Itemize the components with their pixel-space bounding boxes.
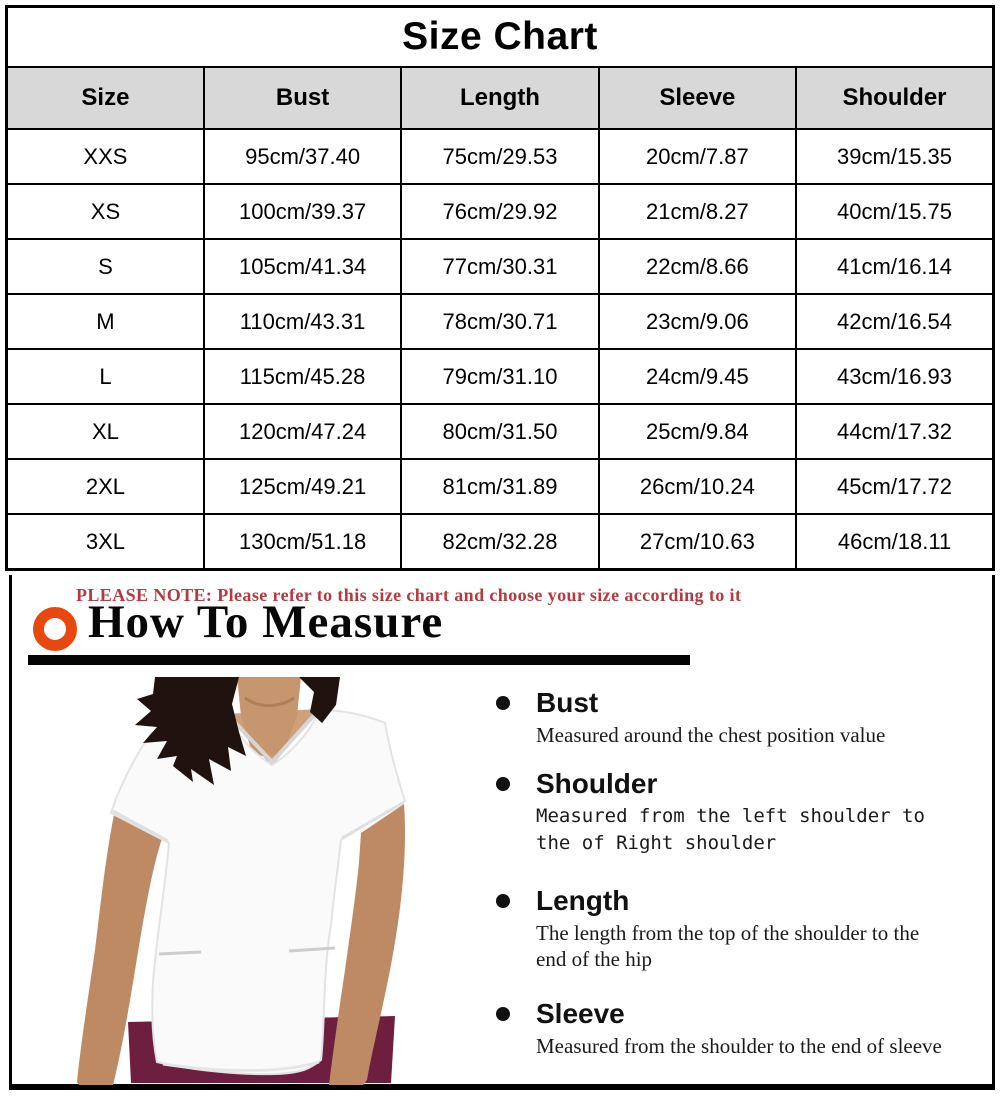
measure-label: Sleeve <box>536 998 625 1029</box>
table-cell-shoulder: 44cm/17.32 <box>796 404 993 459</box>
table-cell-length: 81cm/31.89 <box>401 459 598 514</box>
table-cell-bust: 95cm/37.40 <box>204 129 401 184</box>
table-cell-size: XXS <box>7 129 204 184</box>
table-cell-length: 82cm/32.28 <box>401 514 598 570</box>
table-cell-length: 80cm/31.50 <box>401 404 598 459</box>
table-cell-length: 76cm/29.92 <box>401 184 598 239</box>
how-to-measure-section <box>9 575 995 1090</box>
table-cell-bust: 100cm/39.37 <box>204 184 401 239</box>
table-cell-sleeve: 27cm/10.63 <box>599 514 796 570</box>
table-cell-bust: 105cm/41.34 <box>204 239 401 294</box>
measure-description: Measured from the left shoulder to the of Right shoulder <box>536 805 925 854</box>
column-header-size: Size <box>7 67 204 129</box>
table-cell-shoulder: 42cm/16.54 <box>796 294 993 349</box>
table-cell-shoulder: 39cm/15.35 <box>796 129 993 184</box>
measure-list <box>494 687 946 1059</box>
table-cell-sleeve: 23cm/9.06 <box>599 294 796 349</box>
measure-item-shoulder <box>494 768 946 857</box>
table-cell-length: 79cm/31.10 <box>401 349 598 404</box>
measure-description: The length from the top of the shoulder to the end of the hip <box>536 921 920 971</box>
size-note: PLEASE NOTE: Please refer to this size chart and choose your size according to it <box>76 585 742 605</box>
bullet-icon <box>496 894 510 908</box>
column-header-shoulder: Shoulder <box>796 67 993 129</box>
table-row <box>7 514 994 570</box>
bullet-icon <box>496 1007 510 1021</box>
model-photo <box>73 670 483 1085</box>
heading-underline <box>28 655 690 665</box>
table-cell-shoulder: 40cm/15.75 <box>796 184 993 239</box>
measure-item-bust <box>494 687 946 748</box>
table-row <box>7 239 994 294</box>
table-row <box>7 294 994 349</box>
column-header-sleeve: Sleeve <box>599 67 796 129</box>
table-cell-shoulder: 43cm/16.93 <box>796 349 993 404</box>
measure-description: Measured around the chest position value <box>536 723 886 747</box>
measure-item-sleeve <box>494 998 946 1059</box>
table-cell-bust: 130cm/51.18 <box>204 514 401 570</box>
column-header-length: Length <box>401 67 598 129</box>
column-header-bust: Bust <box>204 67 401 129</box>
table-cell-sleeve: 20cm/7.87 <box>599 129 796 184</box>
bullet-icon <box>496 777 510 791</box>
table-cell-bust: 125cm/49.21 <box>204 459 401 514</box>
table-row <box>7 459 994 514</box>
table-row <box>7 349 994 404</box>
table-cell-shoulder: 41cm/16.14 <box>796 239 993 294</box>
table-cell-sleeve: 25cm/9.84 <box>599 404 796 459</box>
measure-description: Measured from the shoulder to the end of sleeve <box>536 1034 942 1058</box>
table-cell-size: L <box>7 349 204 404</box>
table-cell-shoulder: 46cm/18.11 <box>796 514 993 570</box>
table-cell-size: XL <box>7 404 204 459</box>
table-cell-shoulder: 45cm/17.72 <box>796 459 993 514</box>
page-title: Size Chart <box>7 7 994 68</box>
measure-label: Shoulder <box>536 768 658 799</box>
measure-label: Length <box>536 885 630 916</box>
table-cell-size: XS <box>7 184 204 239</box>
table-cell-bust: 115cm/45.28 <box>204 349 401 404</box>
table-cell-size: M <box>7 294 204 349</box>
header-row <box>7 67 994 129</box>
table-cell-length: 75cm/29.53 <box>401 129 598 184</box>
table-cell-bust: 120cm/47.24 <box>204 404 401 459</box>
pocket-line-left <box>159 952 201 954</box>
table-cell-size: S <box>7 239 204 294</box>
table-cell-sleeve: 24cm/9.45 <box>599 349 796 404</box>
how-to-measure-heading: How To Measure <box>88 596 444 648</box>
table-cell-sleeve: 22cm/8.66 <box>599 239 796 294</box>
table-cell-bust: 110cm/43.31 <box>204 294 401 349</box>
orange-ring-icon <box>33 607 77 651</box>
table-row <box>7 404 994 459</box>
table-cell-length: 77cm/30.31 <box>401 239 598 294</box>
table-cell-size: 3XL <box>7 514 204 570</box>
table-body <box>7 129 994 570</box>
table-cell-sleeve: 26cm/10.24 <box>599 459 796 514</box>
table-row <box>7 184 994 239</box>
title-row <box>7 7 994 68</box>
table-cell-size: 2XL <box>7 459 204 514</box>
bullet-icon <box>496 696 510 710</box>
size-chart-table <box>5 5 995 571</box>
table-cell-sleeve: 21cm/8.27 <box>599 184 796 239</box>
table-cell-length: 78cm/30.71 <box>401 294 598 349</box>
table-row <box>7 129 994 184</box>
measure-label: Bust <box>536 687 599 718</box>
measure-item-length <box>494 885 946 972</box>
